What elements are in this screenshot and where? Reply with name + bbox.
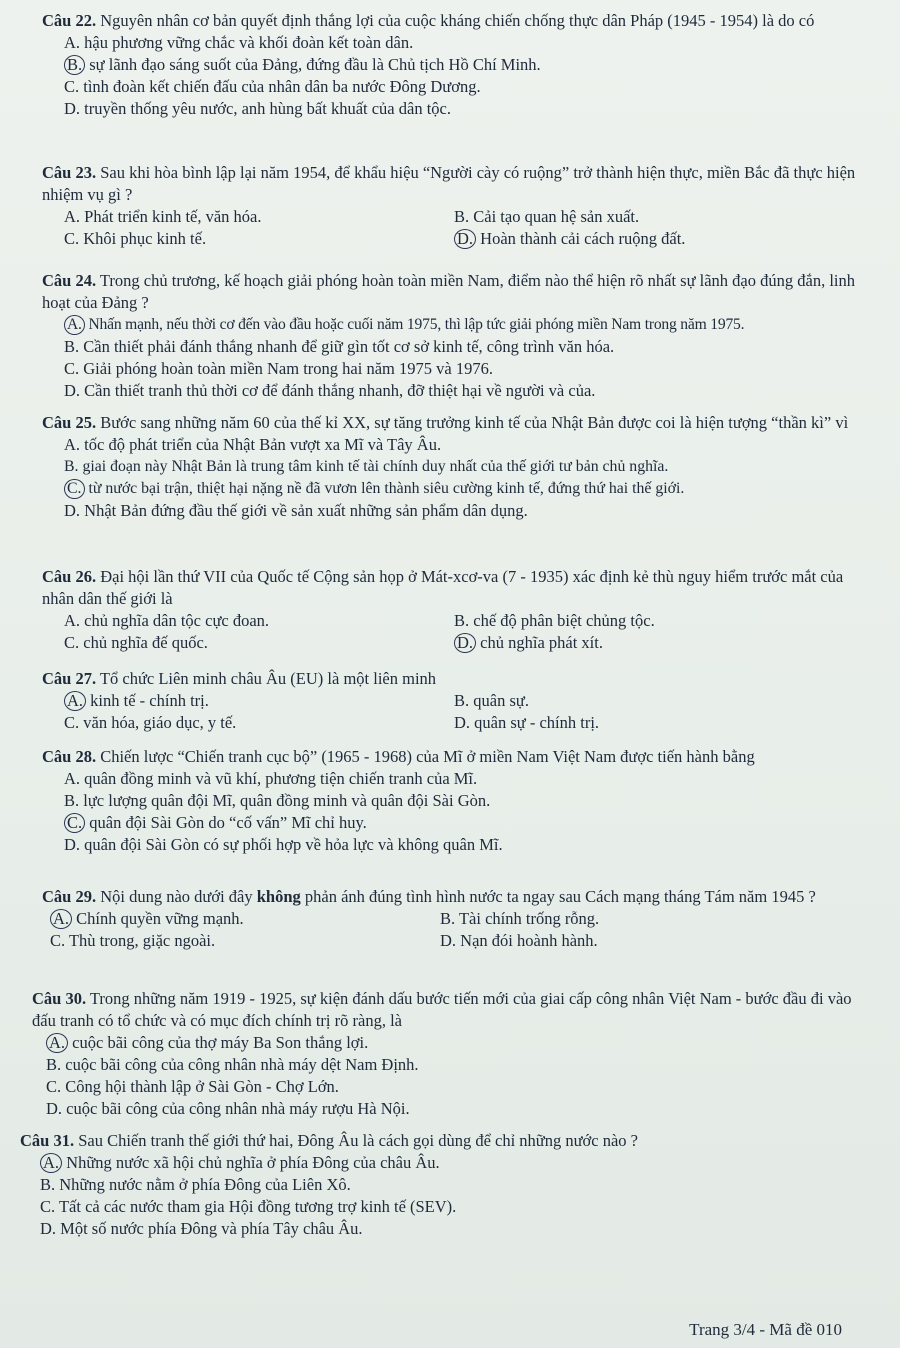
option-a: A. Những nước xã hội chủ nghĩa ở phía Đông của châu Âu. [0, 1152, 900, 1174]
question-number: Câu 25. [42, 413, 97, 432]
question-28 [0, 746, 900, 856]
option-c: C. Khôi phục kinh tế. [64, 229, 207, 248]
option-d: D. Hoàn thành cải cách ruộng đất. [454, 228, 874, 250]
question-30 [0, 988, 900, 1120]
option-d: D. chủ nghĩa phát xít. [454, 632, 874, 654]
question-31 [0, 1130, 900, 1240]
option-b: B. sự lãnh đạo sáng suốt của Đảng, đứng đầu là Chủ tịch Hồ Chí Minh. [0, 54, 900, 76]
question-number: Câu 29. [42, 887, 97, 906]
question-stem [0, 412, 900, 434]
option-c: C. Giải phóng hoàn toàn miền Nam trong hai năm 1975 và 1976. [64, 359, 493, 378]
question-25 [0, 412, 900, 522]
question-number: Câu 24. [42, 271, 97, 290]
question-24 [0, 270, 900, 402]
question-text: Sau khi hòa bình lập lại năm 1954, để khẩu hiệu “Người cày có ruộng” trở thành hiện thực, miền Bắc đã thực hiện nhiệm vụ gì ? [42, 163, 856, 204]
question-text: Nguyên nhân cơ bản quyết định thắng lợi của cuộc kháng chiến chống thực dân Pháp (1945 - 1954) là do có [100, 11, 815, 30]
option-b: B. chế độ phân biệt chủng tộc. [454, 611, 655, 630]
option-a: A. tốc độ phát triển của Nhật Bản vượt xa Mĩ và Tây Âu. [64, 435, 442, 454]
answer-mark: A. [50, 909, 72, 929]
question-text: Đại hội lần thứ VII của Quốc tế Cộng sản họp ở Mát-xcơ-va (7 - 1935) xác định kẻ thù nguy hiểm trước mắt của nhân dân thế giới là [42, 567, 844, 608]
question-number: Câu 23. [42, 163, 97, 182]
answer-mark: A. [46, 1033, 68, 1053]
option-b: B. quân sự. [454, 691, 529, 710]
question-text: Trong những năm 1919 - 1925, sự kiện đánh dấu bước tiến mới của giai cấp công nhân Việt Nam - bước đầu đi vào đấu tranh có tổ chức và có mục đích chính trị rõ ràng, là [32, 989, 852, 1030]
page-footer: Trang 3/4 - Mã đề 010 [689, 1320, 842, 1339]
answer-mark: D. [454, 229, 476, 249]
answer-mark: A. [40, 1153, 62, 1173]
option-b: B. Tài chính trống rỗng. [440, 909, 600, 928]
question-26 [0, 566, 900, 654]
option-d: D. Nạn đói hoành hành. [440, 931, 598, 950]
question-23 [0, 162, 900, 250]
option-c: C. quân đội Sài Gòn do “cố vấn” Mĩ chỉ huy. [0, 812, 900, 834]
option-d: D. Cần thiết tranh thủ thời cơ để đánh thắng nhanh, đỡ thiệt hại về người và của. [64, 381, 596, 400]
option-b: B. Những nước nằm ở phía Đông của Liên Xô. [40, 1175, 351, 1194]
answer-mark: C. [64, 479, 85, 499]
question-number: Câu 27. [42, 669, 97, 688]
option-b: B. Cần thiết phải đánh thắng nhanh để giữ gìn tốt cơ sở kinh tế, công trình văn hóa. [64, 337, 615, 356]
option-a: A. kinh tế - chính trị. [0, 690, 454, 712]
question-number: Câu 28. [42, 747, 97, 766]
option-b: B. Cải tạo quan hệ sản xuất. [454, 207, 640, 226]
option-a: A. hậu phương vững chắc và khối đoàn kết toàn dân. [64, 33, 414, 52]
option-b: B. cuộc bãi công của công nhân nhà máy dệt Nam Định. [46, 1055, 419, 1074]
answer-mark: A. [64, 691, 86, 711]
option-c: C. Thù trong, giặc ngoài. [50, 931, 216, 950]
answer-mark: B. [64, 55, 85, 75]
option-b: B. giai đoạn này Nhật Bản là trung tâm kinh tế tài chính duy nhất của thế giới tư bản chủ nghĩa. [64, 458, 669, 475]
option-c: C. Công hội thành lập ở Sài Gòn - Chợ Lớn. [46, 1077, 339, 1096]
option-a: A. chủ nghĩa dân tộc cực đoan. [64, 611, 270, 630]
question-stem: Câu 29. Nội dung nào dưới đây không phản ánh đúng tình hình nước ta ngay sau Cách mạng tháng Tám năm 1945 ? [42, 887, 816, 906]
option-d: D. Nhật Bản đứng đầu thế giới về sản xuất những sản phẩm dân dụng. [64, 501, 528, 520]
question-stem [0, 10, 900, 32]
question-number: Câu 31. [20, 1131, 75, 1150]
question-stem [0, 270, 900, 314]
question-stem [0, 746, 900, 768]
option-c: C. chủ nghĩa đế quốc. [64, 633, 208, 652]
question-stem [0, 668, 900, 690]
question-stem [0, 1130, 900, 1152]
option-d: D. quân đội Sài Gòn có sự phối hợp về hỏa lực và không quân Mĩ. [64, 835, 503, 854]
question-stem [0, 988, 900, 1032]
option-a: A. quân đồng minh và vũ khí, phương tiện chiến tranh của Mĩ. [64, 769, 478, 788]
question-stem [0, 566, 900, 610]
question-29 [0, 886, 900, 952]
question-number: Câu 26. [42, 567, 97, 586]
option-d: D. Một số nước phía Đông và phía Tây châu Âu. [40, 1219, 363, 1238]
option-b: B. lực lượng quân đội Mĩ, quân đồng minh và quân đội Sài Gòn. [64, 791, 491, 810]
answer-mark: D. [454, 633, 476, 653]
question-number: Câu 30. [32, 989, 87, 1008]
option-c: C. văn hóa, giáo dục, y tế. [64, 713, 237, 732]
question-text: Tổ chức Liên minh châu Âu (EU) là một liên minh [99, 669, 437, 688]
option-d: D. truyền thống yêu nước, anh hùng bất khuất của dân tộc. [64, 99, 451, 118]
question-text: Sau Chiến tranh thế giới thứ hai, Đông Âu là cách gọi dùng để chỉ những nước nào ? [78, 1131, 639, 1150]
option-d: D. cuộc bãi công của công nhân nhà máy rượu Hà Nội. [46, 1099, 410, 1118]
question-text: Chiến lược “Chiến tranh cục bộ” (1965 - 1968) của Mĩ ở miền Nam Việt Nam được tiến hành bằng [100, 747, 755, 766]
question-22 [0, 10, 900, 120]
question-27 [0, 668, 900, 734]
question-text: Bước sang những năm 60 của thế kỉ XX, sự tăng trưởng kinh tế của Nhật Bản được coi là hiện tượng “thần kì” vì [100, 413, 849, 432]
option-c: C. từ nước bại trận, thiệt hại nặng nề đã vươn lên thành siêu cường kinh tế, đứng thứ hai thế giới. [0, 478, 900, 500]
option-a: A. Phát triển kinh tế, văn hóa. [64, 207, 262, 226]
option-a: A. cuộc bãi công của thợ máy Ba Son thắng lợi. [0, 1032, 900, 1054]
option-a: A. Nhấn mạnh, nếu thời cơ đến vào đầu hoặc cuối năm 1975, thì lập tức giải phóng miền Nam trong năm 1975. [0, 314, 900, 336]
question-text: Trong chủ trương, kế hoạch giải phóng hoàn toàn miền Nam, điểm nào thể hiện rõ nhất sự lãnh đạo đúng đắn, linh hoạt của Đảng ? [42, 271, 855, 312]
option-c: C. Tất cả các nước tham gia Hội đồng tương trợ kinh tế (SEV). [40, 1197, 457, 1216]
answer-mark: A. [64, 315, 85, 335]
question-number: Câu 22. [42, 11, 97, 30]
question-stem [0, 162, 900, 206]
option-d: D. quân sự - chính trị. [454, 713, 600, 732]
option-a: A. Chính quyền vững mạnh. [0, 908, 440, 930]
answer-mark: C. [64, 813, 85, 833]
option-c: C. tình đoàn kết chiến đấu của nhân dân ba nước Đông Dương. [64, 77, 481, 96]
